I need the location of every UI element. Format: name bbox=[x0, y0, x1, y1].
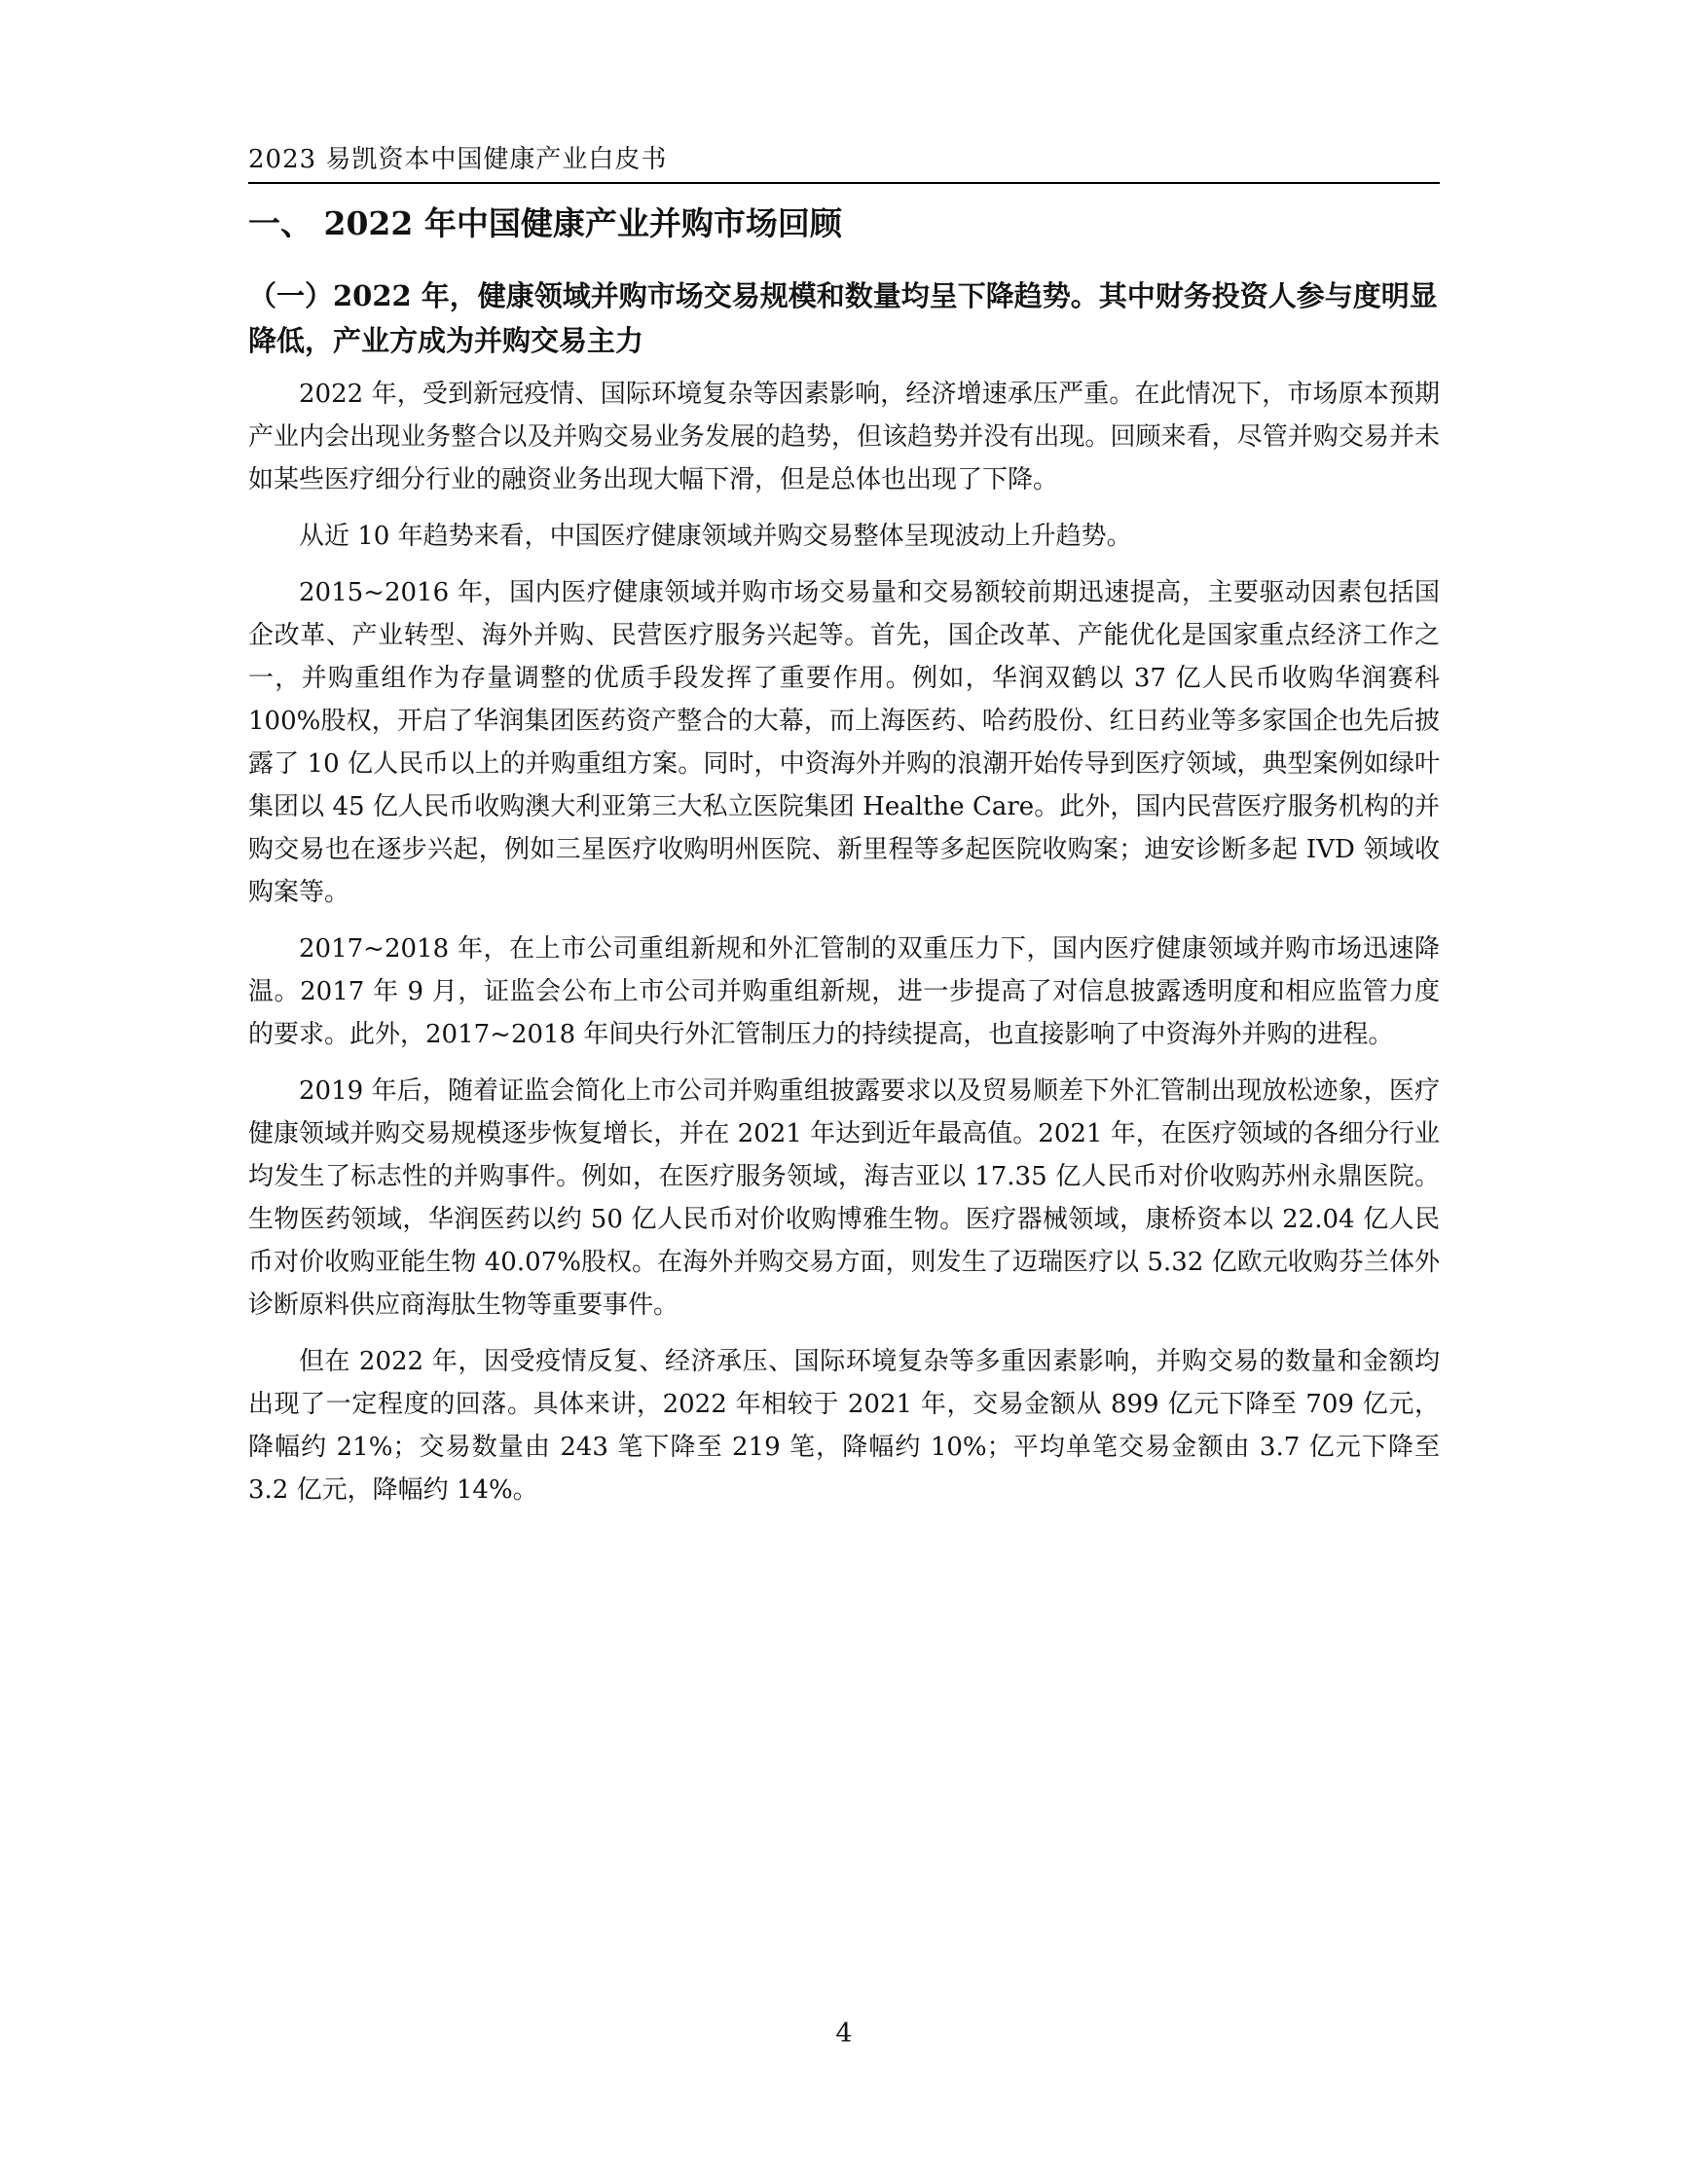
paragraph-2022-decline: 但在 2022 年，因受疫情反复、经济承压、国际环境复杂等多重因素影响，并购交易的数量和金额均出现了一定程度的回落。具体来讲，2022 年相较于 2021 年，交易金额从 899 亿元下降至 709 亿元，降幅约 21%；交易数量由 243 笔下降至 219 笔，降幅约 10%；平均单笔交易金额由 3.7 亿元下降至 3.2 亿元，降幅约 14%。 bbox=[248, 1347, 1441, 1505]
paragraph-2015-2016: 2015~2016 年，国内医疗健康领域并购市场交易量和交易额较前期迅速提高，主要驱动因素包括国企改革、产业转型、海外并购、民营医疗服务兴起等。首先，国企改革、产能优化是国家重点经济工作之一，并购重组作为存量调整的优质手段发挥了重要作用。例如，华润双鹤以 37 亿人民币收购华润赛科 100%股权，开启了华润集团医药资产整合的大幕，而上海医药、哈药股份、红日药业等多家国企也先后披露了 10 亿人民币以上的并购重组方案。同时，中资海外并购的浪潮开始传导到医疗领域，典型案例如绿叶集团以 45 亿人民币收购澳大利亚第三大私立医院集团 Healthe Care。此外，国内民营医疗服务机构的并购交易也在逐步兴起，例如三星医疗收购明州医院、新里程等多起医院收购案；迪安诊断多起 IVD 领域收购案等。 bbox=[248, 578, 1440, 907]
running-header: 2023 易凯资本中国健康产业白皮书 bbox=[248, 145, 668, 174]
subsection-title: （一）2022 年，健康领域并购市场交易规模和数量均呈下降趋势。其中财务投资人参与度明显降低，产业方成为并购交易主力 bbox=[248, 279, 1438, 357]
paragraph-2017-2018: 2017~2018 年，在上市公司重组新规和外汇管制的双重压力下，国内医疗健康领域并购市场迅速降温。2017 年 9 月，证监会公布上市公司并购重组新规，进一步提高了对信息披露透明度和相应监管力度的要求。此外，2017~2018 年间央行外汇管制压力的持续提高，也直接影响了中资海外并购的进程。 bbox=[248, 934, 1440, 1049]
page-content bbox=[248, 200, 1440, 1525]
paragraph-ten-year-trend: 从近 10 年趋势来看，中国医疗健康领域并购交易整体呈现波动上升趋势。 bbox=[299, 522, 1132, 551]
paragraph-intro: 2022 年，受到新冠疫情、国际环境复杂等因素影响，经济增速承压严重。在此情况下，市场原本预期产业内会出现业务整合以及并购交易业务发展的趋势，但该趋势并没有出现。回顾来看，尽管并购交易并未如某些医疗细分行业的融资业务出现大幅下滑，但是总体也出现了下降。 bbox=[248, 380, 1440, 494]
section-title: 一、 2022 年中国健康产业并购市场回顾 bbox=[248, 204, 842, 242]
page-number: 4 bbox=[835, 2019, 853, 2049]
header-divider bbox=[248, 182, 1440, 184]
paragraph-2019-onward: 2019 年后，随着证监会简化上市公司并购重组披露要求以及贸易顺差下外汇管制出现放松迹象，医疗健康领域并购交易规模逐步恢复增长，并在 2021 年达到近年最高值。2021 年，在医疗领域的各细分行业均发生了标志性的并购事件。例如，在医疗服务领域，海吉亚以 17.35 亿人民币对价收购苏州永鼎医院。生物医药领域，华润医药以约 50 亿人民币对价收购博雅生物。医疗器械领域，康桥资本以 22.04 亿人民币对价收购亚能生物 40.07%股权。在海外并购交易方面，则发生了迈瑞医疗以 5.32 亿欧元收购芬兰体外诊断原料供应商海肽生物等重要事件。 bbox=[248, 1076, 1440, 1320]
